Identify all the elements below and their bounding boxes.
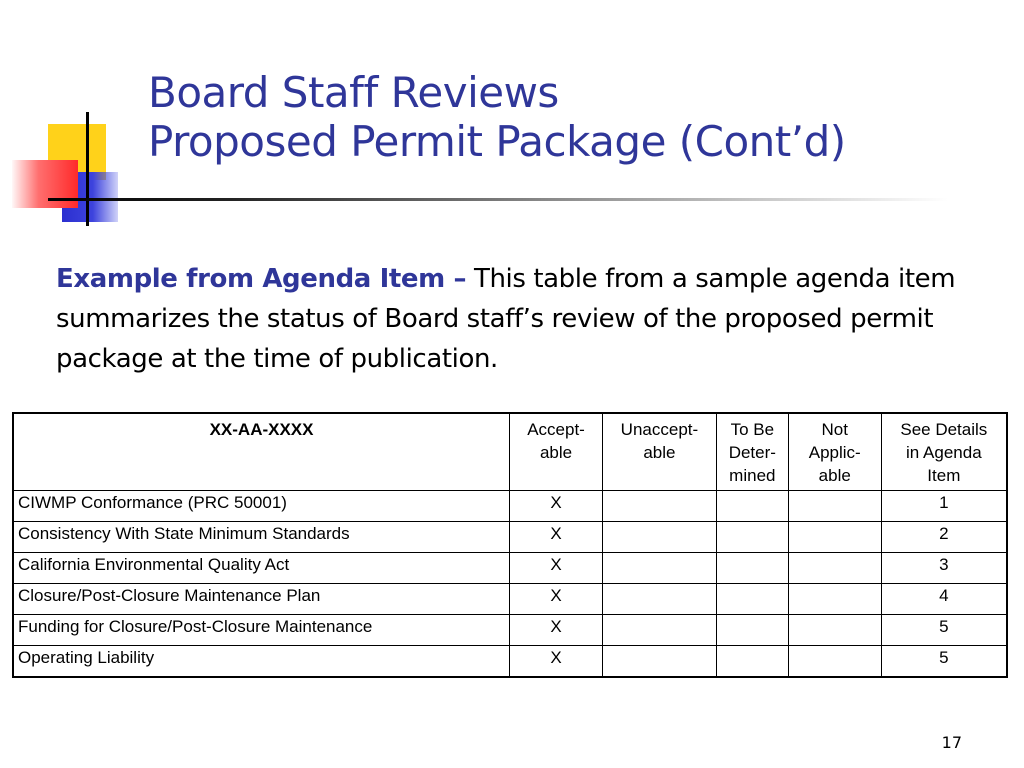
row-value-cell bbox=[602, 522, 716, 553]
table-row bbox=[13, 553, 1007, 584]
table-row bbox=[13, 491, 1007, 522]
permit-review-table bbox=[12, 412, 1008, 678]
row-value-cell: X bbox=[510, 553, 603, 584]
row-value-cell: X bbox=[510, 646, 603, 678]
row-value-cell bbox=[788, 615, 881, 646]
slide-title bbox=[148, 68, 846, 166]
header-not-applicable: Not Applic- able bbox=[788, 413, 881, 491]
title-underline-rule bbox=[48, 198, 948, 201]
row-value-cell bbox=[788, 646, 881, 678]
row-value-cell bbox=[716, 553, 788, 584]
table-row bbox=[13, 646, 1007, 678]
header-see-details: See Details in Agenda Item bbox=[881, 413, 1007, 491]
row-value-cell bbox=[602, 584, 716, 615]
row-value-cell: 5 bbox=[881, 646, 1007, 678]
intro-paragraph bbox=[56, 259, 976, 379]
row-value-cell bbox=[788, 522, 881, 553]
row-label-cell: Consistency With State Minimum Standards bbox=[13, 522, 510, 553]
table-header-row bbox=[13, 413, 1007, 491]
intro-text: This table from a sample agenda item summarizes the status of Board staff’s review of the proposed permit package at the time of publication. bbox=[56, 264, 956, 374]
slide-title-line-1: Board Staff Reviews bbox=[148, 68, 559, 117]
header-unacceptable: Unaccept- able bbox=[602, 413, 716, 491]
table-row bbox=[13, 522, 1007, 553]
row-label-cell: Operating Liability bbox=[13, 646, 510, 678]
decorative-logo-squares bbox=[0, 0, 160, 240]
table-row bbox=[13, 584, 1007, 615]
row-value-cell: 1 bbox=[881, 491, 1007, 522]
row-value-cell bbox=[602, 646, 716, 678]
slide-title-line-2: Proposed Permit Package (Cont’d) bbox=[148, 117, 846, 166]
header-to-be-determined: To Be Deter- mined bbox=[716, 413, 788, 491]
row-value-cell bbox=[602, 491, 716, 522]
row-label-cell: Funding for Closure/Post-Closure Maintenance bbox=[13, 615, 510, 646]
row-value-cell bbox=[602, 553, 716, 584]
page-number: 17 bbox=[941, 733, 962, 752]
row-value-cell bbox=[788, 491, 881, 522]
row-label-cell: California Environmental Quality Act bbox=[13, 553, 510, 584]
row-value-cell bbox=[716, 615, 788, 646]
table-row bbox=[13, 615, 1007, 646]
row-value-cell bbox=[788, 584, 881, 615]
row-value-cell bbox=[716, 584, 788, 615]
row-value-cell: X bbox=[510, 522, 603, 553]
row-value-cell: 2 bbox=[881, 522, 1007, 553]
row-value-cell: 4 bbox=[881, 584, 1007, 615]
row-value-cell: 3 bbox=[881, 553, 1007, 584]
row-label-cell: Closure/Post-Closure Maintenance Plan bbox=[13, 584, 510, 615]
header-permit-id: XX-AA-XXXX bbox=[13, 413, 510, 491]
row-value-cell: 5 bbox=[881, 615, 1007, 646]
header-acceptable: Accept- able bbox=[510, 413, 603, 491]
vertical-rule-decoration bbox=[86, 112, 89, 226]
row-label-cell: CIWMP Conformance (PRC 50001) bbox=[13, 491, 510, 522]
intro-lead: Example from Agenda Item – bbox=[56, 264, 467, 294]
row-value-cell bbox=[716, 522, 788, 553]
row-value-cell bbox=[788, 553, 881, 584]
row-value-cell bbox=[716, 646, 788, 678]
row-value-cell: X bbox=[510, 584, 603, 615]
row-value-cell bbox=[716, 491, 788, 522]
row-value-cell: X bbox=[510, 491, 603, 522]
row-value-cell: X bbox=[510, 615, 603, 646]
row-value-cell bbox=[602, 615, 716, 646]
